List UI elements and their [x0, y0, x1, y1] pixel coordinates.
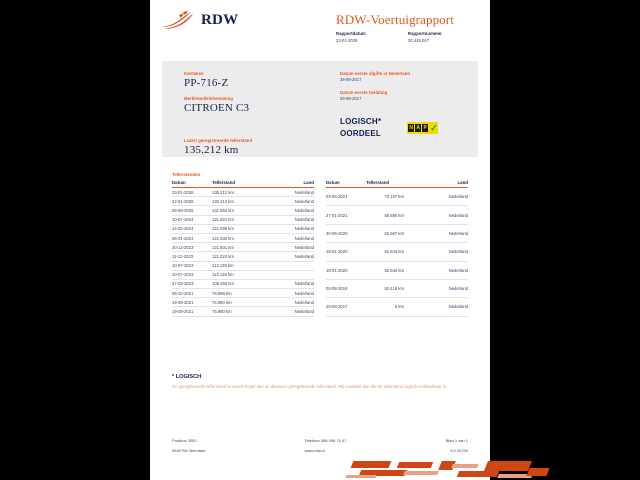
- table-row: [326, 188, 468, 206]
- table-row: [172, 197, 314, 206]
- tellerstanden-tables: [172, 180, 468, 317]
- eerste-afgifte-label: Datum eerste afgifte in Nederland: [340, 71, 411, 76]
- eerste-afgifte-value: 26-08-2017: [340, 77, 362, 82]
- document-title: RDW-Voertuigrapport: [336, 12, 454, 27]
- cell-datum: 10-07-2023: [172, 270, 212, 279]
- column-header-datum: Datum: [172, 180, 212, 188]
- tellerstanden-section: [172, 172, 468, 317]
- cell-datum: 18-01-2020: [326, 261, 366, 279]
- cell-datum: 10-07-2024: [172, 215, 212, 224]
- cell-land: [264, 261, 314, 270]
- column-header-tellerstand: Tellerstand: [366, 180, 418, 188]
- cell-land: Nederland: [264, 289, 314, 298]
- report-date-value: 23-01-2026: [336, 38, 358, 43]
- cell-land: Nederland: [264, 298, 314, 307]
- cell-land: Nederland: [264, 307, 314, 316]
- report-date: [336, 31, 388, 43]
- column-header-tellerstand: Tellerstand: [212, 180, 264, 188]
- cell-tellerstand: 135.212 km: [212, 197, 264, 206]
- cell-datum: 26-08-2017: [326, 298, 366, 316]
- table-row: [172, 206, 314, 215]
- merk-label: Merk/Handelsbenaming: [184, 96, 234, 101]
- cell-tellerstand: 78.598 km: [212, 289, 264, 298]
- cell-land: Nederland: [418, 298, 468, 316]
- report-number: [408, 31, 460, 43]
- cell-datum: 14-02-2024: [172, 224, 212, 233]
- footer-contact-column: [305, 438, 347, 453]
- nap-letter-p: P: [423, 125, 427, 131]
- table-body-right: [326, 188, 468, 317]
- cell-tellerstand: 131.854 km: [212, 206, 264, 215]
- table-row: [326, 261, 468, 279]
- cell-land: Nederland: [418, 188, 468, 206]
- cell-land: Nederland: [264, 243, 314, 252]
- eerste-toelating-label: Datum eerste toelating: [340, 90, 388, 95]
- cell-datum: 26-01-2024: [172, 233, 212, 242]
- verdict-line-2: OORDEEL: [340, 129, 381, 138]
- cell-tellerstand: 5 km: [366, 298, 418, 316]
- cell-land: Nederland: [264, 279, 314, 288]
- cell-tellerstand: 108.266 km: [212, 279, 264, 288]
- table-row: [172, 261, 314, 270]
- table-body-left: [172, 188, 314, 317]
- cell-land: Nederland: [264, 233, 314, 242]
- cell-tellerstand: 66.590 km: [366, 206, 418, 224]
- cell-land: Nederland: [418, 261, 468, 279]
- cell-datum: 23-01-2026: [172, 188, 212, 197]
- footer-city: 9640 RA Veendam: [172, 448, 206, 453]
- table-row: [172, 298, 314, 307]
- table-row: [172, 224, 314, 233]
- cell-datum: 20-12-2023: [172, 243, 212, 252]
- nap-letter-a: A: [416, 125, 420, 131]
- cell-tellerstand: 121.922 km: [212, 215, 264, 224]
- cell-tellerstand: 52.642 km: [366, 261, 418, 279]
- footer-postbus: Postbus 3000: [172, 438, 197, 443]
- vehicle-summary-card: [162, 61, 478, 157]
- verdict-row: [340, 116, 438, 140]
- cell-tellerstand: 70.197 km: [366, 188, 418, 206]
- footer-address-column: [172, 438, 205, 453]
- odometer-value: 135.212 km: [184, 144, 239, 156]
- vehicle-dates-column: [340, 71, 475, 109]
- table-row: [326, 206, 468, 224]
- report-meta: [336, 31, 460, 43]
- cell-datum: 30-09-2020: [326, 224, 366, 242]
- footer-website[interactable]: www.rdw.nl: [304, 448, 325, 453]
- footer-page-number: Blad 1 van 1: [445, 438, 468, 443]
- cell-land: Nederland: [264, 188, 314, 197]
- cell-tellerstand: 62.667 km: [366, 224, 418, 242]
- cell-land: Nederland: [264, 215, 314, 224]
- cell-land: Nederland: [264, 252, 314, 261]
- table-header-row: [326, 180, 468, 188]
- cell-datum: 27-03-2023: [172, 279, 212, 288]
- cell-tellerstand: 121.896 km: [212, 224, 264, 233]
- odometer-block: [184, 138, 324, 156]
- document-page: [150, 0, 490, 480]
- check-icon: ✓: [430, 123, 438, 133]
- cell-land: Nederland: [418, 224, 468, 242]
- footer-page-column: [446, 438, 468, 453]
- table-row: [172, 252, 314, 261]
- table-row: [172, 289, 314, 298]
- cell-land: Nederland: [264, 206, 314, 215]
- footnote-title: * LOGISCH: [172, 374, 202, 380]
- footer-phone: Telefoon 088 008 74 47: [304, 438, 347, 443]
- column-header-land: Land: [418, 180, 468, 188]
- cell-tellerstand: 52.643 km: [366, 243, 418, 261]
- rdw-brand: [160, 10, 238, 30]
- cell-land: [264, 270, 314, 279]
- table-row: [172, 279, 314, 288]
- cell-land: Nederland: [418, 279, 468, 297]
- table-row: [326, 279, 468, 297]
- cell-datum: 10-07-2023: [172, 261, 212, 270]
- table-row: [326, 243, 468, 261]
- table-row: [326, 298, 468, 316]
- table-row: [172, 307, 314, 316]
- cell-tellerstand: 75.980 km: [212, 298, 264, 307]
- report-number-value: 30.415.047: [408, 38, 429, 43]
- cell-tellerstand: 121.022 km: [212, 252, 264, 261]
- table-row: [326, 224, 468, 242]
- report-number-label: Rapportnummer: [408, 31, 442, 36]
- cell-tellerstand: 121.530 km: [212, 233, 264, 242]
- table-header-row: [172, 180, 314, 188]
- page-footer: [172, 438, 468, 453]
- cell-datum: 22-01-2026: [172, 197, 212, 206]
- table-row: [172, 188, 314, 197]
- kenteken-label: Kenteken: [184, 71, 204, 76]
- eerste-toelating-value: 26-08-2017: [340, 96, 362, 101]
- cell-datum: 02-08-2019: [326, 279, 366, 297]
- cell-tellerstand: 113.139 km: [212, 261, 264, 270]
- cell-datum: 18-01-2020: [326, 243, 366, 261]
- vehicle-identity-column: [184, 71, 324, 163]
- merk-value: CITROEN C3: [184, 102, 250, 114]
- verdict-text: [340, 116, 381, 140]
- cell-datum: 11-12-2023: [172, 252, 212, 261]
- tellerstanden-table-left: [172, 180, 314, 317]
- cell-tellerstand: 75.980 km: [212, 307, 264, 316]
- table-row: [172, 215, 314, 224]
- cell-tellerstand: 52.419 km: [366, 279, 418, 297]
- cell-land: Nederland: [264, 224, 314, 233]
- footer-version: 3.0 10732: [450, 448, 468, 453]
- table-row: [172, 233, 314, 242]
- cell-tellerstand: 135.212 km: [212, 188, 264, 197]
- cell-datum: 19-08-2021: [172, 298, 212, 307]
- cell-land: Nederland: [418, 206, 468, 224]
- tellerstanden-table-right: [326, 180, 468, 317]
- kenteken-value: PP-716-Z: [184, 77, 229, 89]
- cell-datum: 25-08-2025: [172, 206, 212, 215]
- column-header-datum: Datum: [326, 180, 366, 188]
- column-header-land: Land: [264, 180, 314, 188]
- table-row: [172, 270, 314, 279]
- report-date-label: Rapportdatum: [336, 31, 366, 36]
- logisch-footnote: [172, 374, 462, 390]
- table-row: [172, 243, 314, 252]
- cell-land: Nederland: [264, 197, 314, 206]
- nap-badge-icon: [407, 122, 438, 134]
- brand-name: RDW: [201, 11, 239, 28]
- cell-land: Nederland: [418, 243, 468, 261]
- nap-letter-n: N: [409, 125, 413, 131]
- tellerstanden-title: Tellerstanden: [172, 172, 201, 177]
- cell-datum: 27-01-2021: [326, 206, 366, 224]
- cell-tellerstand: 113.139 km: [212, 270, 264, 279]
- document-header: [150, 0, 490, 58]
- rdw-flame-logo-icon: [160, 10, 194, 30]
- footnote-body: De geregistreerde tellerstand is steeds hoger dan de daarvoor geregistreerde tellerstand. Wij oordelen dan dat de tellerstand logisch verklaarbaar is.: [172, 384, 447, 389]
- cell-datum: 04-05-2021: [326, 188, 366, 206]
- cell-datum: 19-08-2021: [172, 307, 212, 316]
- cell-datum: 05-10-2021: [172, 289, 212, 298]
- verdict-line-1: LOGISCH*: [340, 117, 382, 126]
- odometer-label: Laatst geregistreerde tellerstand: [184, 138, 253, 143]
- cell-tellerstand: 121.501 km: [212, 243, 264, 252]
